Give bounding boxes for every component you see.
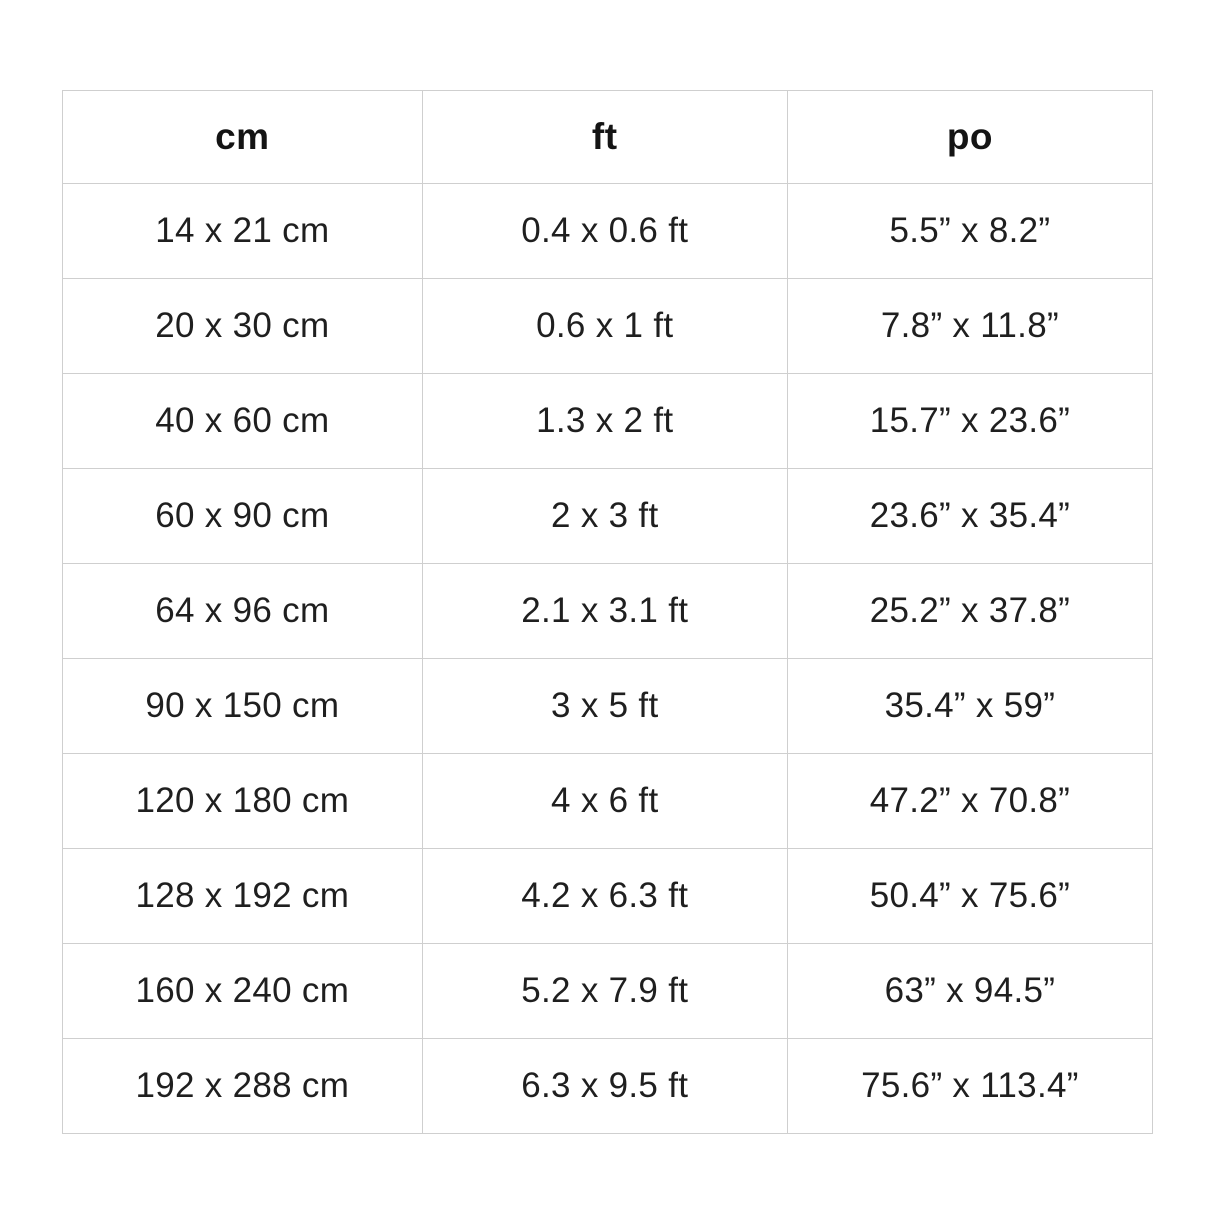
cell-ft: 1.3 x 2 ft — [422, 374, 787, 469]
column-header-ft: ft — [422, 91, 787, 184]
cell-ft: 3 x 5 ft — [422, 659, 787, 754]
cell-cm: 90 x 150 cm — [63, 659, 423, 754]
column-header-cm: cm — [63, 91, 423, 184]
cell-po: 23.6” x 35.4” — [787, 469, 1152, 564]
table-row — [63, 1039, 1153, 1134]
cell-po: 47.2” x 70.8” — [787, 754, 1152, 849]
cell-cm: 128 x 192 cm — [63, 849, 423, 944]
cell-po: 35.4” x 59” — [787, 659, 1152, 754]
cell-cm: 40 x 60 cm — [63, 374, 423, 469]
cell-cm: 14 x 21 cm — [63, 184, 423, 279]
table-row — [63, 659, 1153, 754]
cell-cm: 120 x 180 cm — [63, 754, 423, 849]
cell-cm: 20 x 30 cm — [63, 279, 423, 374]
cell-ft: 6.3 x 9.5 ft — [422, 1039, 787, 1134]
cell-po: 50.4” x 75.6” — [787, 849, 1152, 944]
cell-ft: 0.6 x 1 ft — [422, 279, 787, 374]
cell-ft: 4.2 x 6.3 ft — [422, 849, 787, 944]
cell-ft: 4 x 6 ft — [422, 754, 787, 849]
cell-ft: 5.2 x 7.9 ft — [422, 944, 787, 1039]
cell-po: 63” x 94.5” — [787, 944, 1152, 1039]
cell-po: 75.6” x 113.4” — [787, 1039, 1152, 1134]
cell-po: 7.8” x 11.8” — [787, 279, 1152, 374]
table-body — [63, 184, 1153, 1134]
table-row — [63, 564, 1153, 659]
size-conversion-table-wrapper — [62, 90, 1153, 1123]
table-row — [63, 279, 1153, 374]
cell-po: 15.7” x 23.6” — [787, 374, 1152, 469]
cell-ft: 2 x 3 ft — [422, 469, 787, 564]
table-row — [63, 184, 1153, 279]
table-row — [63, 754, 1153, 849]
table-row — [63, 469, 1153, 564]
table-row — [63, 944, 1153, 1039]
column-header-po: po — [787, 91, 1152, 184]
cell-ft: 2.1 x 3.1 ft — [422, 564, 787, 659]
cell-po: 25.2” x 37.8” — [787, 564, 1152, 659]
table-row — [63, 849, 1153, 944]
table-row — [63, 374, 1153, 469]
table-header-row — [63, 91, 1153, 184]
cell-ft: 0.4 x 0.6 ft — [422, 184, 787, 279]
cell-cm: 192 x 288 cm — [63, 1039, 423, 1134]
table-head — [63, 91, 1153, 184]
cell-po: 5.5” x 8.2” — [787, 184, 1152, 279]
cell-cm: 64 x 96 cm — [63, 564, 423, 659]
cell-cm: 60 x 90 cm — [63, 469, 423, 564]
size-conversion-table — [62, 90, 1153, 1134]
cell-cm: 160 x 240 cm — [63, 944, 423, 1039]
